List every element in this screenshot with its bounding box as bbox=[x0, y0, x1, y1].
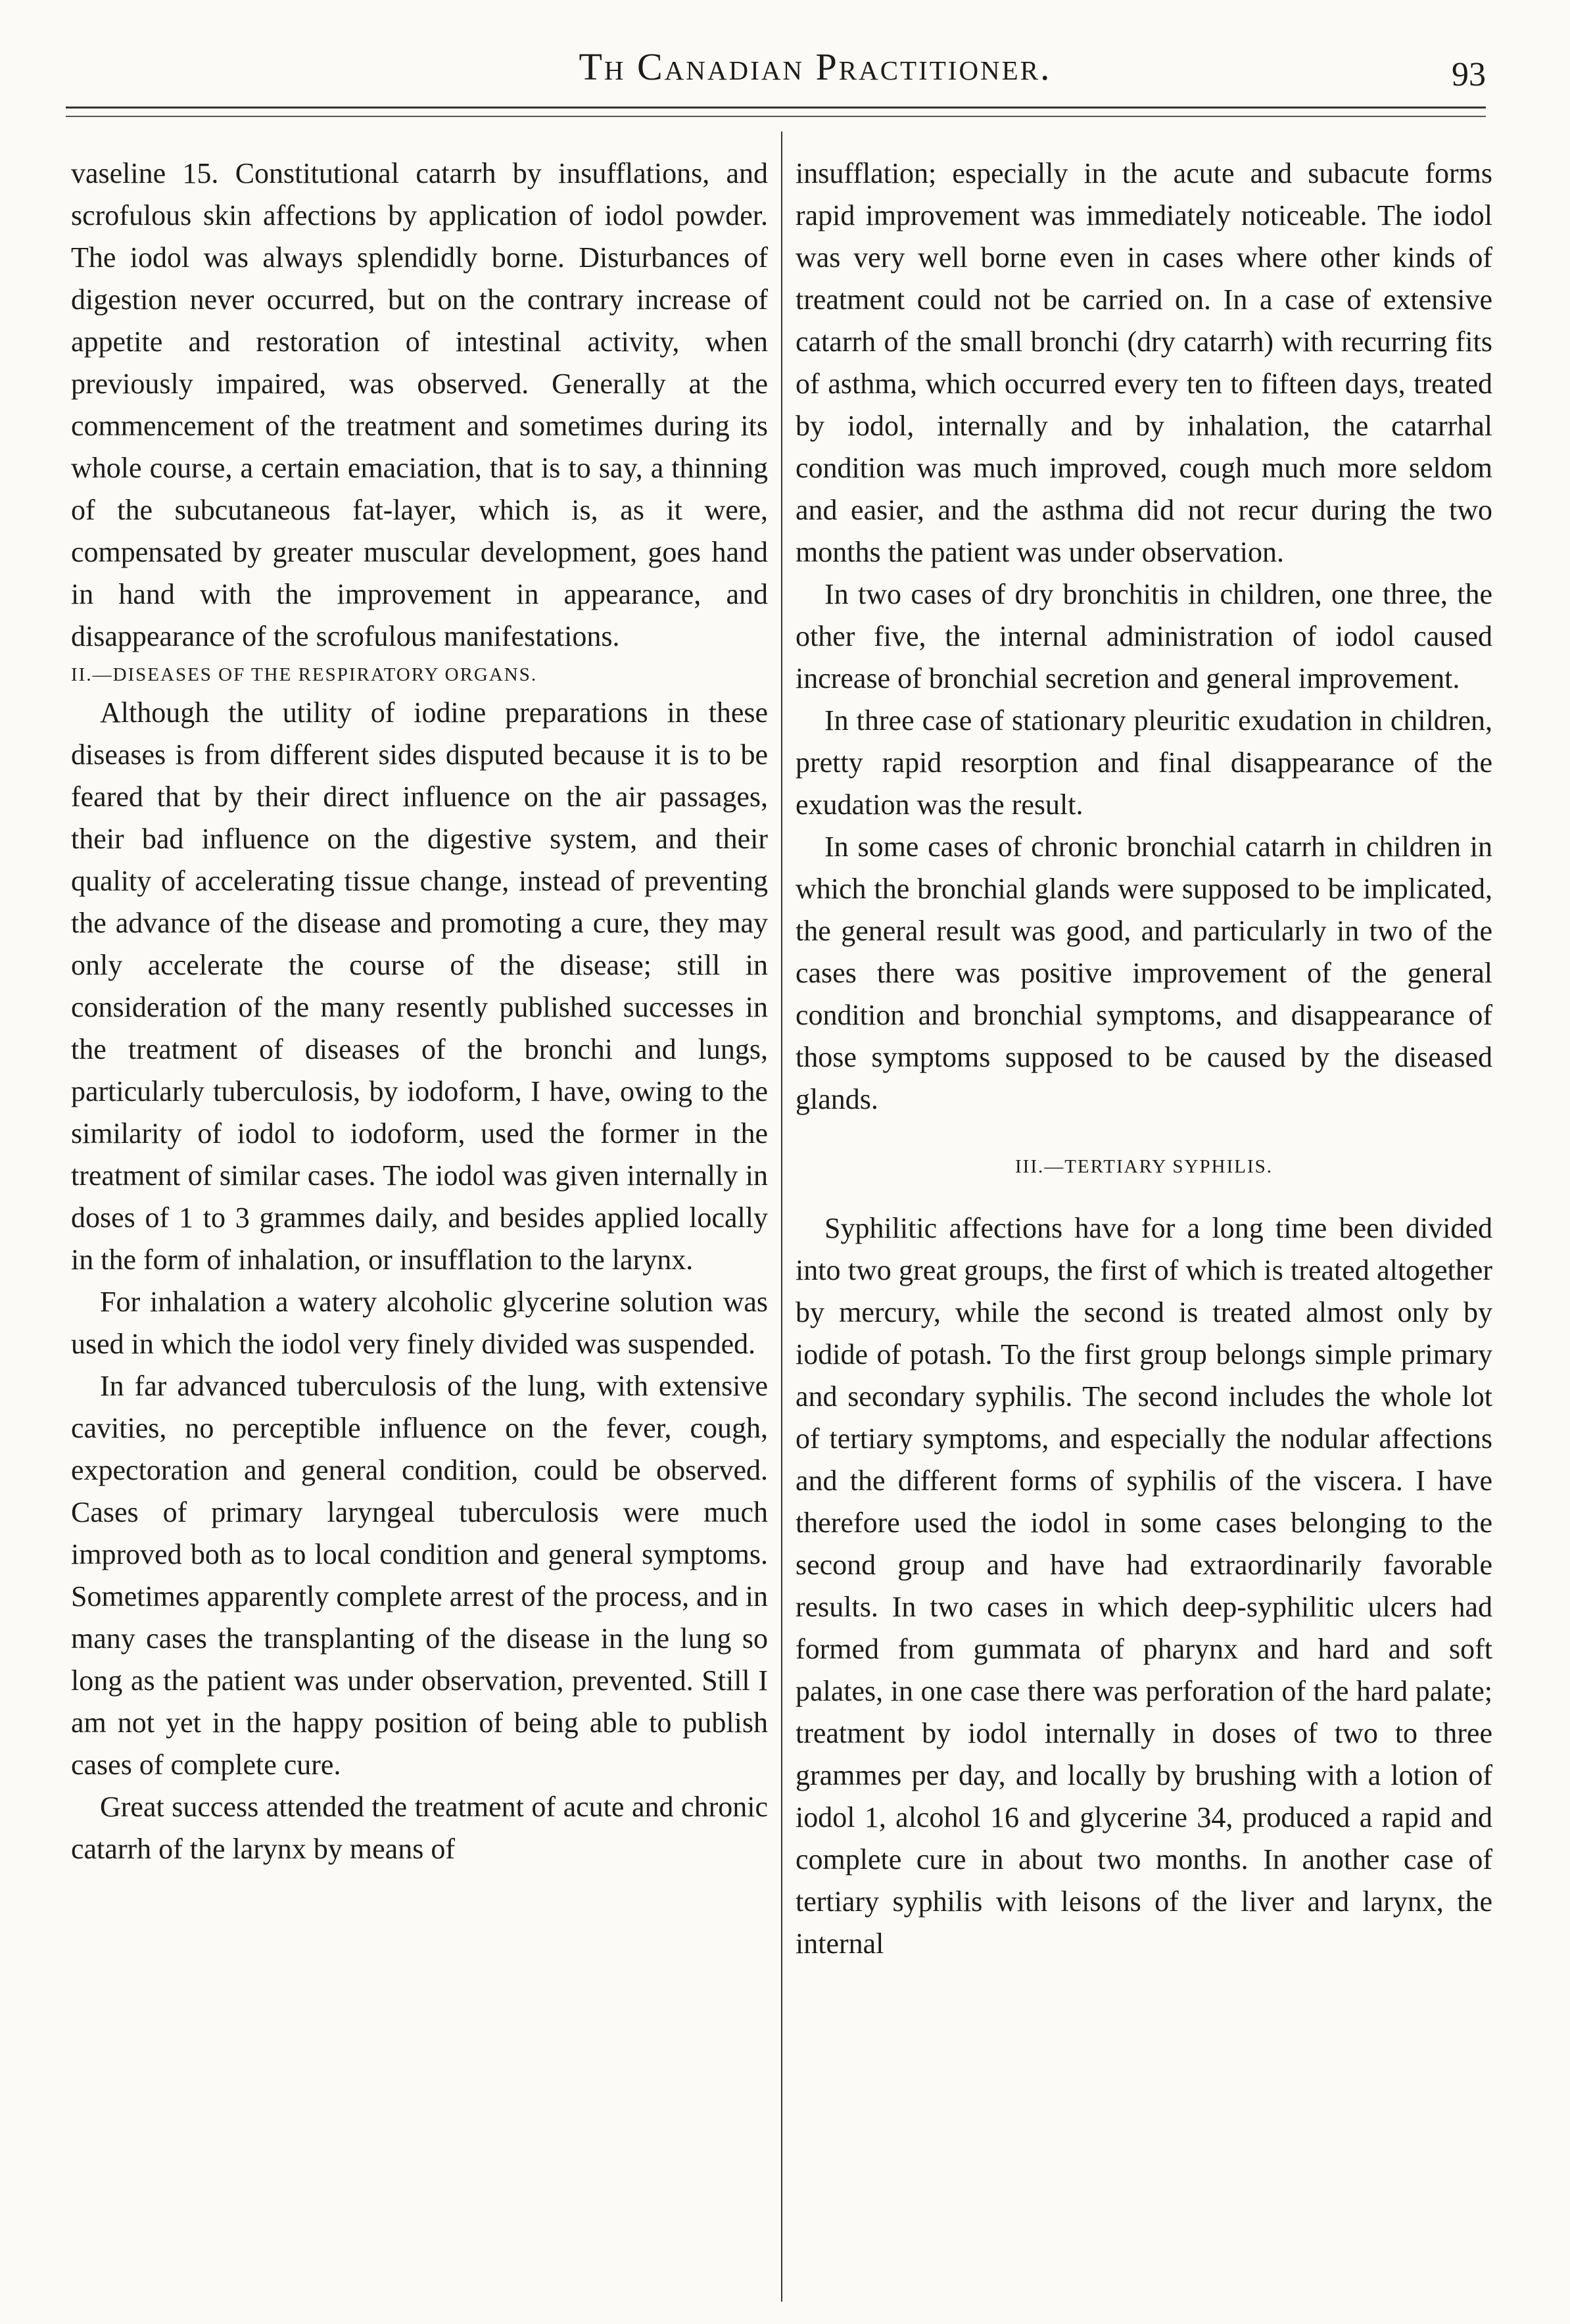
section-heading-syphilis: III.—TERTIARY SYPHILIS. bbox=[1015, 1156, 1273, 1177]
paragraph: For inhalation a watery alcoholic glycerine solution was used in which the iodol very finely divided was suspended. bbox=[71, 1286, 768, 1360]
paragraph: In far advanced tuberculosis of the lung, with extensive cavities, no perceptible influence on the fever, cough, expectoration and general condition, could be observed. Cases of primary laryngeal tuberculosis were much improved both as to local condition and general symptoms. Sometimes apparently complete arrest of the process, and in many cases the transplanting of the disease in the lung so long as the patient was under observation, prevented. Still I am not yet in the happy position of being able to publish cases of complete cure. bbox=[71, 1370, 768, 1781]
right-column bbox=[796, 153, 1492, 1965]
paragraph: In three case of stationary pleuritic exudation in children, pretty rapid resorption and final disappearance of the exudation was the result. bbox=[796, 704, 1492, 821]
paragraph: Although the utility of iodine preparations in these diseases is from different sides disputed because it is to be feared that by their direct influence on the air passages, their bad influence on the digestive system, and their quality of accelerating tissue change, instead of preventing the advance of the disease and promoting a cure, they may only accelerate the course of the disease; still in consideration of the many resently published successes in the treatment of diseases of the bronchi and lungs, particularly tuberculosis, by iodoform, I have, owing to the similarity of iodol to iodoform, used the former in the treatment of similar cases. The iodol was given internally in doses of 1 to 3 grammes daily, and besides applied locally in the form of inhalation, or insufflation to the larynx. bbox=[71, 696, 768, 1276]
header-rule bbox=[66, 107, 1486, 109]
header-rule-secondary bbox=[66, 116, 1486, 117]
section-heading-respiratory: II.—DISEASES OF THE RESPIRATORY ORGANS. bbox=[71, 664, 538, 685]
paragraph: Great success attended the treatment of acute and chronic catarrh of the larynx by means of bbox=[71, 1791, 768, 1865]
paragraph: vaseline 15. Constitutional catarrh by insufflations, and scrofulous skin affections by application of iodol powder. The iodol was always splendidly borne. Disturbances of digestion never occurred, but on the contrary increase of appetite and restoration of intestinal activity, when previously impaired, was observed. Generally at the commencement of the treatment and sometimes during its whole course, a certain emaciation, that is to say, a thinning of the subcutaneous fat-layer, which is, as it were, compensated by greater muscular development, goes hand in hand with the improvement in appearance, and disappearance of the scrofulous manifestations. bbox=[71, 157, 768, 652]
running-title: Th Canadian Practitioner. bbox=[579, 45, 1052, 88]
page-header bbox=[66, 32, 1506, 104]
column-divider bbox=[781, 132, 782, 2302]
paragraph: Syphilitic affections have for a long time been divided into two great groups, the first of which is treated altogether by mercury, while the second is treated almost only by iodide of potash. To the first group belongs simple primary and secondary syphilis. The second includes the whole lot of tertiary symptoms, and especially the nodular affections and the different forms of syphilis of the viscera. I have therefore used the iodol in some cases belonging to the second group and have had extraordinarily favorable results. In two cases in which deep-syphilitic ulcers had formed from gummata of pharynx and hard and soft palates, in one case there was perforation of the hard palate; treatment by iodol internally in doses of two to three grammes per day, and locally by brushing with a lotion of iodol 1, alcohol 16 and glycerine 34, produced a rapid and complete cure in about two months. In another case of tertiary syphilis with leisons of the liver and larynx, the internal bbox=[796, 1212, 1492, 1960]
paragraph: In two cases of dry bronchitis in children, one three, the other five, the internal administration of iodol caused increase of bronchial secretion and general improvement. bbox=[796, 578, 1492, 694]
paragraph: In some cases of chronic bronchial catarrh in children in which the bronchial glands were supposed to be implicated, the general result was good, and particularly in two of the cases there was positive improvement of the general condition and bronchial symptoms, and disappearance of those symptoms supposed to be caused by the diseased glands. bbox=[796, 831, 1492, 1115]
paragraph: insufflation; especially in the acute and subacute forms rapid improvement was immediately noticeable. The iodol was very well borne even in cases where other kinds of treatment could not be carried on. In a case of extensive catarrh of the small bronchi (dry catarrh) with recurring fits of asthma, which occurred every ten to fifteen days, treated by iodol, internally and by inhalation, the catarrhal condition was much improved, cough much more seldom and easier, and the asthma did not recur during the two months the patient was under observation. bbox=[796, 157, 1492, 568]
left-column bbox=[71, 153, 768, 1870]
page-number: 93 bbox=[1452, 56, 1486, 93]
